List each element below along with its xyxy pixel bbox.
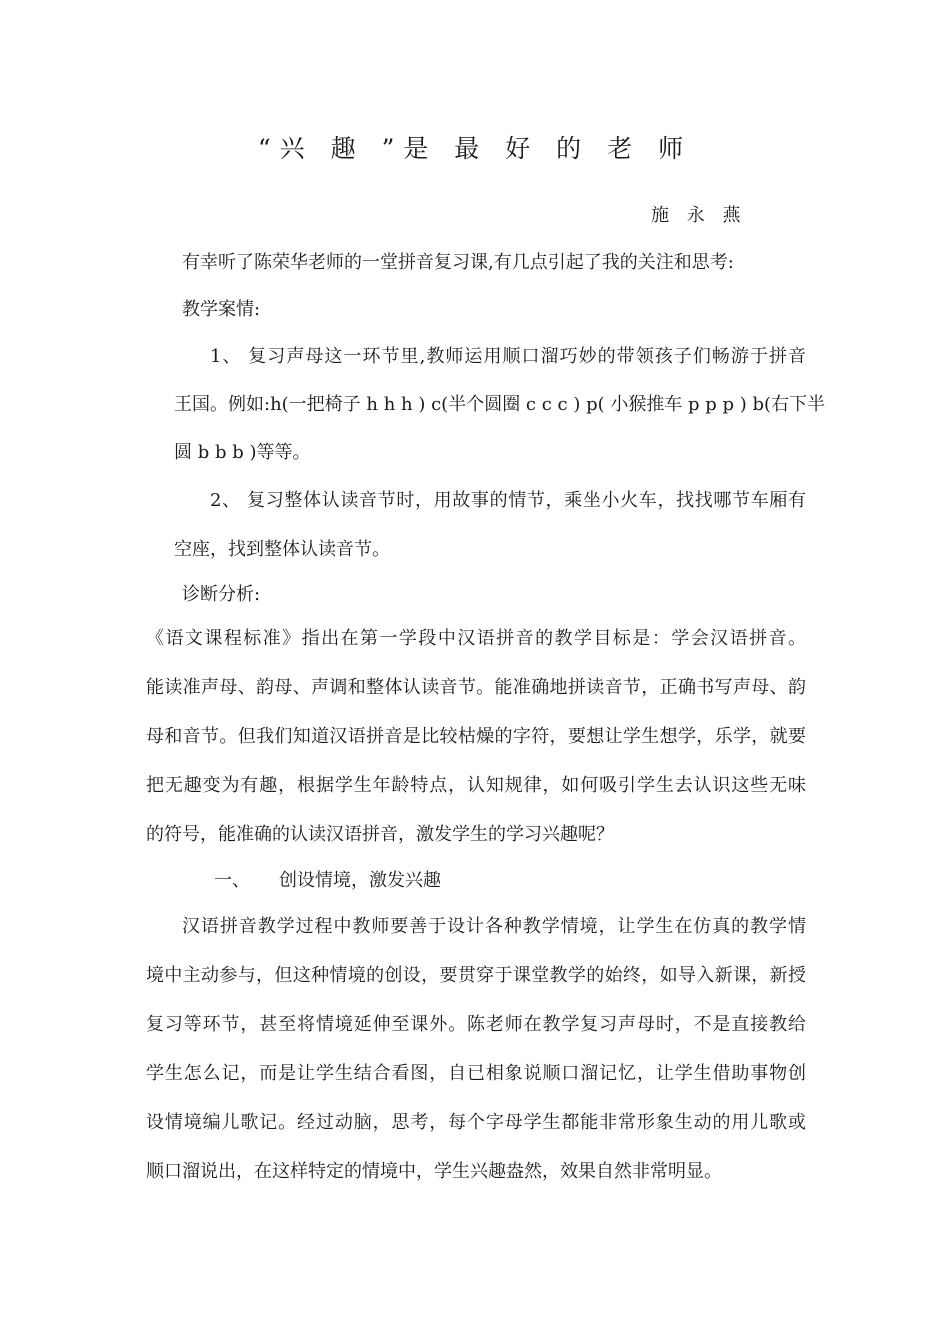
document-title: “兴 趣 ”是 最 好 的 老 师 bbox=[257, 134, 693, 163]
case-item-2-line-2: 空座，找到整体认读音节。 bbox=[174, 539, 390, 560]
case-item-1-line-1: 1、 复习声母这一环节里,教师运用顺口溜巧妙的带领孩子们畅游于拼音 bbox=[210, 346, 806, 367]
section-one-line-3: 复习等环节，甚至将情境延伸至课外。陈老师在教学复习声母时，不是直接教给 bbox=[146, 1014, 806, 1035]
intro-paragraph: 有幸听了陈荣华老师的一堂拼音复习课,有几点引起了我的关注和思考: bbox=[182, 252, 734, 273]
analysis-line-4: 把无趣变为有趣，根据学生年龄特点，认知规律，如何吸引学生去认识这些无味 bbox=[146, 775, 806, 796]
section-one-line-5: 设情境编儿歌记。经过动脑，思考，每个字母学生都能非常形象生动的用儿歌或 bbox=[146, 1112, 806, 1133]
analysis-line-5: 的符号，能准确的认读汉语拼音，激发学生的学习兴趣呢？ bbox=[146, 824, 614, 845]
section-one-line-2: 境中主动参与，但这种情境的创设，要贯穿于课堂教学的始终，如导入新课，新授 bbox=[146, 965, 806, 986]
analysis-line-2: 能读准声母、韵母、声调和整体认读音节。能准确地拼读音节，正确书写声母、韵 bbox=[146, 677, 806, 698]
section-one-line-1: 汉语拼音教学过程中教师要善于设计各种教学情境，让学生在仿真的教学情 bbox=[182, 916, 806, 937]
analysis-heading: 诊断分析: bbox=[182, 584, 261, 605]
analysis-line-1: 《语文课程标准》指出在第一学段中汉语拼音的教学目标是：学会汉语拼音。 bbox=[146, 628, 806, 649]
section-one-line-4: 学生怎么记，而是让学生结合看图，自已相象说顺口溜记忆，让学生借助事物创 bbox=[146, 1063, 806, 1084]
case-heading: 教学案情: bbox=[182, 299, 261, 320]
author-name: 施 永 燕 bbox=[651, 205, 747, 226]
case-item-2-line-1: 2、 复习整体认读音节时，用故事的情节，乘坐小火车，找找哪节车厢有 bbox=[210, 490, 806, 511]
section-one-heading: 创设情境，激发兴趣 bbox=[279, 870, 441, 891]
case-item-1-line-3: 圆 b b b )等等。 bbox=[174, 442, 311, 463]
section-one-line-6: 顺口溜说出，在这样特定的情境中，学生兴趣盎然，效果自然非常明显。 bbox=[146, 1161, 722, 1182]
analysis-line-3: 母和音节。但我们知道汉语拼音是比较枯燥的字符，要想让学生想学，乐学，就要 bbox=[146, 726, 806, 747]
case-item-1-line-2: 王国。例如:h(一把椅子 h h h ) c(半个圆圈 c c c ) p( 小猴推车 p p p ) b(右下半 bbox=[174, 394, 826, 415]
section-one-number: 一、 bbox=[214, 870, 250, 891]
